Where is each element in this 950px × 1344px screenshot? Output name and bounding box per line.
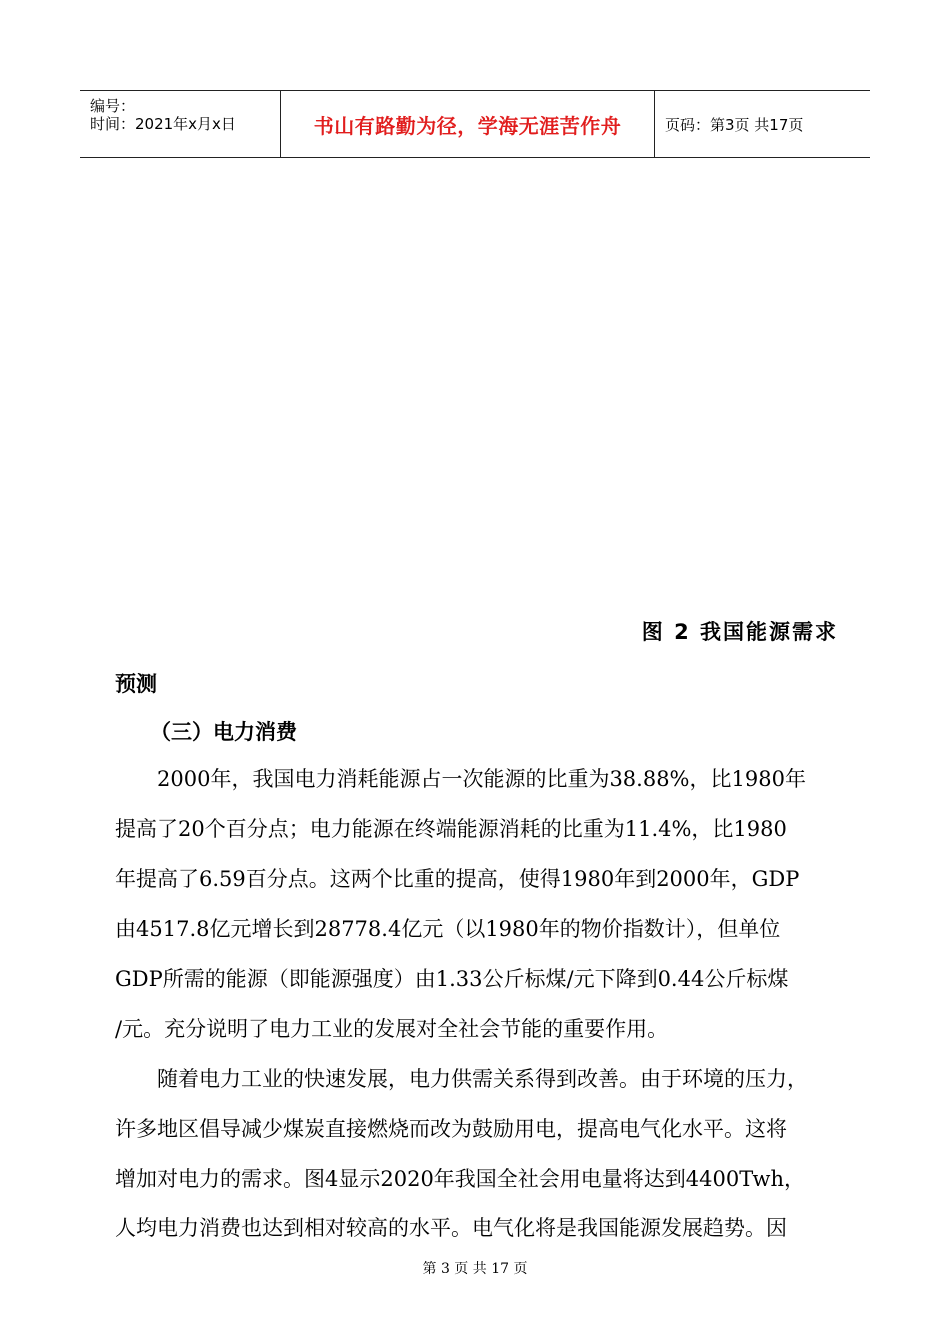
section-heading: （三）电力消费	[150, 720, 297, 744]
figure-caption-continued: 预测	[115, 672, 157, 696]
figure-caption: 图 2 我国能源需求	[641, 620, 838, 644]
paragraph-line: 2000年，我国电力消耗能源占一次能源的比重为38.88%，比1980年	[157, 767, 806, 791]
date-label: 时间：2021年x月x日	[90, 115, 236, 133]
paragraph-line: 年提高了6.59百分点。这两个比重的提高，使得1980年到2000年，GDP	[115, 867, 800, 891]
paragraph-line: 人均电力消费也达到相对较高的水平。电气化将是我国能源发展趋势。因	[115, 1216, 787, 1240]
header-page-cell	[655, 91, 870, 157]
header-motto-cell	[281, 91, 655, 157]
page-footer: 第 3 页 共 17 页	[422, 1261, 528, 1277]
paragraph-line: 随着电力工业的快速发展，电力供需关系得到改善。由于环境的压力，	[157, 1067, 808, 1091]
paragraph-line: 许多地区倡导减少煤炭直接燃烧而改为鼓励用电，提高电气化水平。这将	[115, 1117, 787, 1141]
paragraph-line: GDP所需的能源（即能源强度）由1.33公斤标煤/元下降到0.44公斤标煤	[115, 967, 789, 991]
serial-number-label: 编号：	[90, 97, 136, 115]
motto-text: 书山有路勤为径，学海无涯苦作舟	[313, 113, 622, 138]
paragraph-line: 由4517.8亿元增长到28778.4亿元（以1980年的物价指数计），但单位	[115, 917, 781, 941]
paragraph-line: 增加对电力的需求。图4显示2020年我国全社会用电量将达到4400Twh，	[115, 1167, 806, 1191]
paragraph-line: 提高了20个百分点；电力能源在终端能源消耗的比重为11.4%，比1980	[115, 817, 787, 841]
page-info-label: 页码：第3页 共17页	[665, 115, 804, 134]
document-header	[80, 90, 870, 158]
paragraph-line: /元。充分说明了电力工业的发展对全社会节能的重要作用。	[115, 1017, 669, 1041]
header-meta-cell	[80, 91, 281, 157]
